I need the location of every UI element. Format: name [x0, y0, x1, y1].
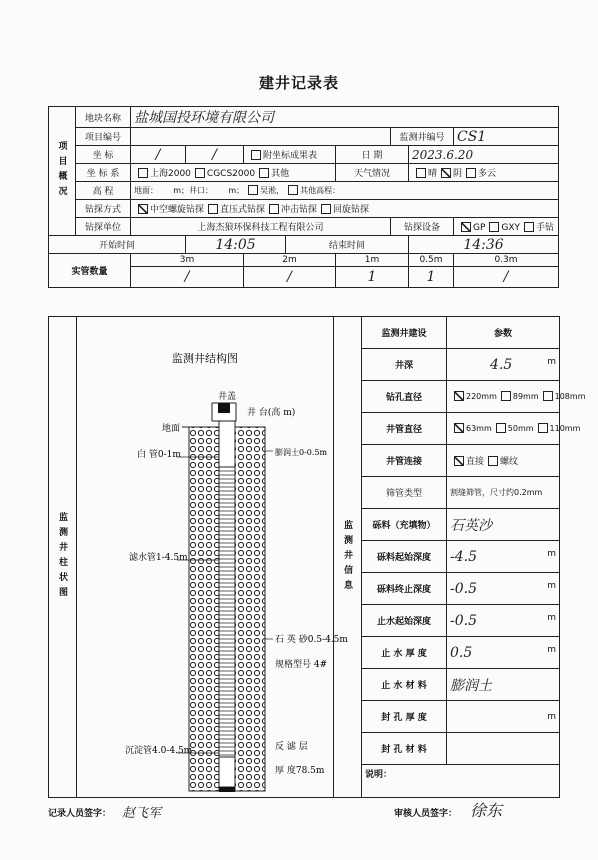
gravel-right: [235, 427, 265, 791]
label-sump: 沉淀管4.0-4.5m: [125, 746, 193, 756]
row-label: 砾料起始深度: [362, 541, 447, 573]
pipe-head-05m: 0.5m: [409, 254, 454, 267]
weather-options[interactable]: 晴 阴 多云: [409, 164, 559, 182]
date-value[interactable]: 2023.6.20: [409, 146, 559, 164]
label-filter: 反 滤 层: [275, 742, 308, 752]
pipe-value-05m[interactable]: 1: [409, 267, 454, 288]
end-label: 结束时间: [286, 236, 409, 254]
plug-thickness-value[interactable]: m: [447, 701, 560, 733]
checkbox[interactable]: [488, 456, 498, 466]
recorder-signature[interactable]: 赵飞军: [122, 806, 162, 821]
seal-thickness-value[interactable]: 0.5 m: [447, 637, 560, 669]
unit-value[interactable]: 上海杰狼环保科技工程有限公司: [131, 218, 391, 236]
pipe-head-1m: 1m: [336, 254, 409, 267]
coord-x[interactable]: /: [131, 146, 186, 164]
elev-fields[interactable]: 地面： m；井口： m； 吴淞， 其他高程：: [131, 182, 559, 200]
checkbox-checked[interactable]: [454, 456, 464, 466]
checkbox[interactable]: [524, 222, 534, 232]
row-label: 钻孔直径: [362, 381, 447, 413]
checkbox[interactable]: [538, 423, 548, 433]
checkbox[interactable]: [269, 204, 279, 214]
date-label: 日 期: [336, 146, 409, 164]
equip-label: 钻探设备: [391, 218, 454, 236]
coord-label: 坐 标: [76, 146, 131, 164]
label-cap: 井盖: [217, 392, 237, 402]
weather-label: 天气情况: [336, 164, 409, 182]
unit-label: 钻探单位: [76, 218, 131, 236]
row-label: 止 水 材 料: [362, 669, 447, 701]
label-spec: 规格型号 4#: [275, 660, 328, 670]
overview-table: [48, 106, 559, 288]
start-label: 开始时间: [49, 236, 186, 254]
well-no-label: 监测井编号: [391, 128, 454, 146]
well-depth-value[interactable]: 4.5 m: [447, 349, 560, 381]
method-options[interactable]: 中空螺旋钻探 直压式钻探 冲击钻探 回旋钻探: [131, 200, 559, 218]
coord-y[interactable]: /: [186, 146, 244, 164]
checkbox[interactable]: [321, 204, 331, 214]
checkbox[interactable]: [248, 185, 258, 195]
row-label: 封 孔 材 料: [362, 733, 447, 765]
plug-material-value[interactable]: [447, 733, 560, 765]
row-label: 砾料终止深度: [362, 573, 447, 605]
section-info: 监测井信息: [342, 519, 352, 595]
checkbox[interactable]: [208, 204, 218, 214]
gravel-start-value[interactable]: -4.5 m: [447, 541, 560, 573]
pipe-value-3m[interactable]: /: [131, 267, 244, 288]
row-label: 止 水 厚 度: [362, 637, 447, 669]
seal-start-value[interactable]: -0.5 m: [447, 605, 560, 637]
pipe-bottom-cap: [219, 787, 235, 792]
label-screen: 滤水管1-4.5m: [129, 553, 188, 563]
pipe-label: 实管数量: [49, 254, 131, 288]
equip-options[interactable]: GP GXY 手钻: [454, 218, 559, 236]
checkbox[interactable]: [489, 222, 499, 232]
gravel-material-value[interactable]: 石英沙: [447, 509, 560, 541]
gravel-left: [189, 427, 219, 791]
project-no-value[interactable]: [131, 128, 391, 146]
plot-name-value[interactable]: 盐城国投环境有限公司: [131, 107, 559, 128]
row-label: 井管直径: [362, 413, 447, 445]
pipe-diameter-options[interactable]: 63mm 50mm 110mm: [447, 413, 560, 445]
checkbox[interactable]: [501, 391, 511, 401]
checkbox[interactable]: [259, 168, 269, 178]
checkbox-checked[interactable]: [454, 391, 464, 401]
row-label: 筛管类型: [362, 477, 447, 509]
checkbox[interactable]: [496, 423, 506, 433]
pipe-head-2m: 2m: [244, 254, 336, 267]
checkbox[interactable]: [543, 391, 553, 401]
row-label: 井管连接: [362, 445, 447, 477]
pipe-connection-options[interactable]: 直接 螺纹: [447, 445, 560, 477]
checkbox[interactable]: [288, 185, 298, 195]
gravel-end-value[interactable]: -0.5 m: [447, 573, 560, 605]
coord-sys-options[interactable]: 上海2000 CGCS2000 其他: [131, 164, 336, 182]
info-head-construction: 监测井建设: [362, 317, 447, 349]
start-value[interactable]: 14:05: [186, 236, 286, 254]
section-overview: 项目概况: [49, 107, 76, 236]
well-cap: [218, 403, 230, 413]
recorder-label: 记录人员签字：: [48, 809, 112, 819]
info-head-params: 参数: [447, 317, 560, 349]
row-label: 止水起始深度: [362, 605, 447, 637]
checkbox[interactable]: [416, 168, 426, 178]
label-quartz: 石 英 砂0.5-4.5m: [275, 635, 348, 645]
white-pipe-section: [219, 421, 235, 467]
label-bentonite: 膨润土0-0.5m: [275, 448, 328, 457]
diagram-title: 监测井结构图: [172, 352, 238, 365]
reviewer-signature[interactable]: 徐东: [470, 801, 503, 820]
plot-name-label: 地块名称: [76, 107, 131, 128]
drill-diameter-options[interactable]: 220mm 89mm 108mm: [447, 381, 560, 413]
project-no-label: 项目编号: [76, 128, 131, 146]
pipe-head-3m: 3m: [131, 254, 244, 267]
reviewer-label: 审核人员签字：: [394, 809, 458, 819]
form-title: 建井记录表: [258, 74, 339, 92]
row-label: 砾料（充填物）: [362, 509, 447, 541]
checkbox[interactable]: [466, 168, 476, 178]
pipe-value-03m[interactable]: /: [454, 267, 559, 288]
row-label: 井深: [362, 349, 447, 381]
checkbox-checked[interactable]: [454, 423, 464, 433]
checkbox-checked[interactable]: [461, 222, 471, 232]
checkbox[interactable]: [195, 168, 205, 178]
screen-type-value[interactable]: 割缝筛管，尺寸约0.2mm: [447, 477, 560, 509]
coord-sys-label: 坐 标 系: [76, 164, 131, 182]
pipe-value-2m[interactable]: /: [244, 267, 336, 288]
section-diagram: 监测井柱状图: [57, 512, 67, 602]
screen-pipe-section: [219, 467, 235, 757]
label-ground: 地面: [161, 424, 180, 434]
well-no-value[interactable]: CS1: [454, 128, 559, 146]
well-section: [48, 316, 586, 798]
checkbox-checked[interactable]: [441, 168, 451, 178]
sump-pipe-section: [219, 757, 235, 787]
label-platform: 井 台(高 m): [247, 408, 296, 418]
well-info-table: [361, 316, 586, 782]
label-thickness: 厚 度78.5m: [275, 766, 325, 776]
pipe-value-1m[interactable]: 1: [336, 267, 409, 288]
row-label: 封 孔 厚 度: [362, 701, 447, 733]
pipe-head-03m: 0.3m: [454, 254, 559, 267]
label-white-pipe: 白 管0-1m: [137, 450, 181, 460]
end-value[interactable]: 14:36: [409, 236, 559, 254]
notes-label: 说明：: [362, 765, 560, 783]
coord-attach-checkbox[interactable]: [251, 150, 261, 160]
checkbox-checked[interactable]: [138, 204, 148, 214]
method-label: 钻探方式: [76, 200, 131, 218]
coord-attach[interactable]: 附坐标成果表: [244, 146, 336, 164]
elev-label: 高 程: [76, 182, 131, 200]
checkbox[interactable]: [138, 168, 148, 178]
seal-material-value[interactable]: 膨润土: [447, 669, 560, 701]
